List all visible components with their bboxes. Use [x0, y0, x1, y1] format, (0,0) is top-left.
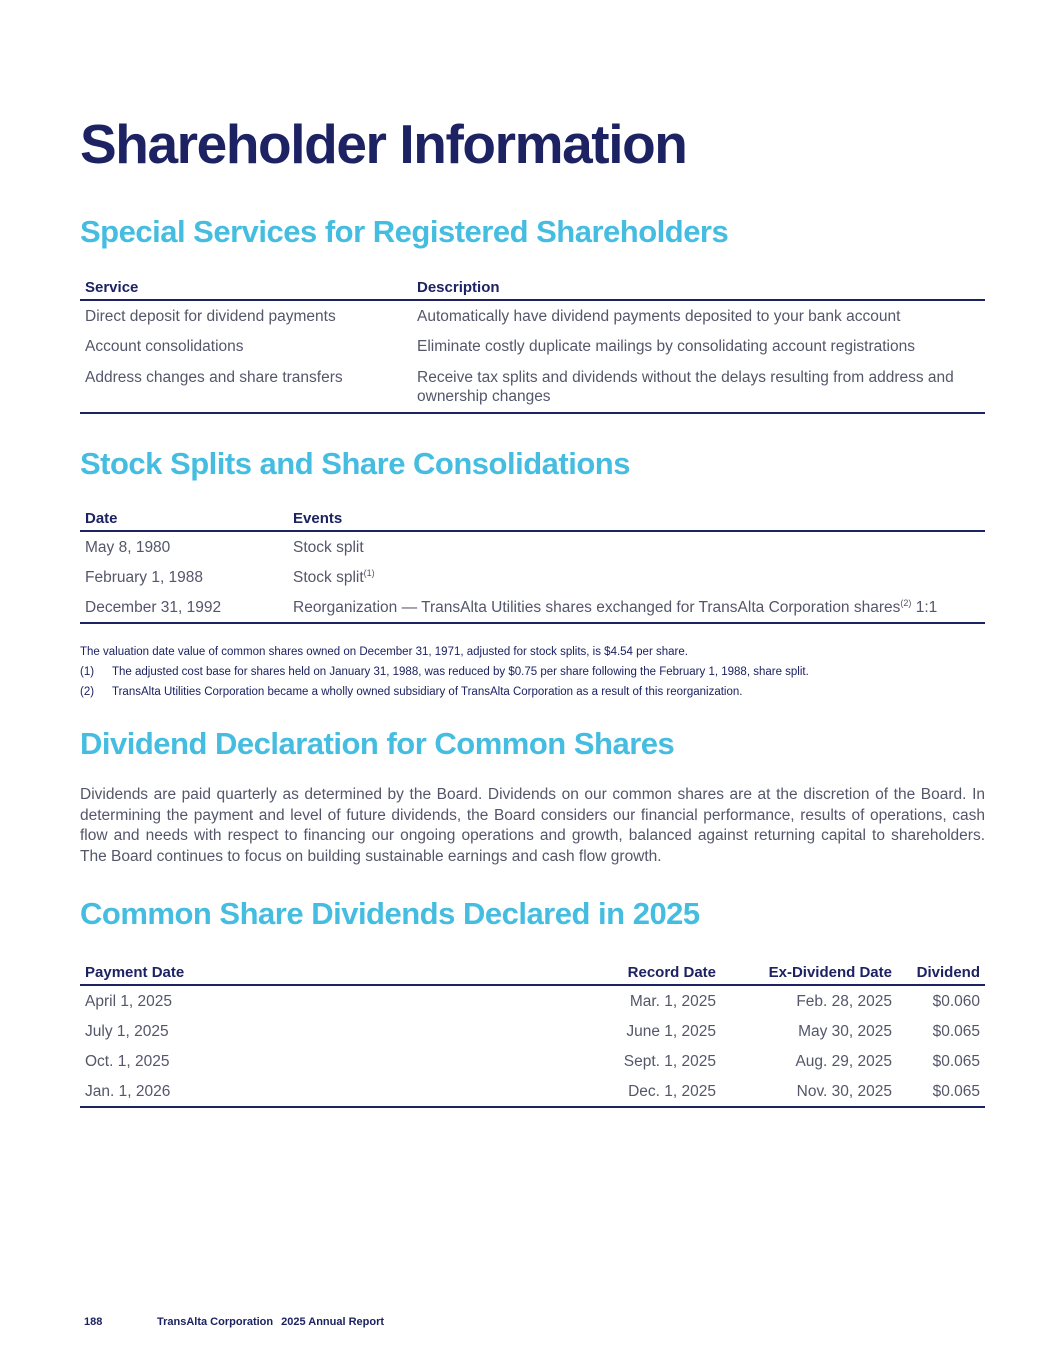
special-services-table [80, 278, 985, 414]
stock-splits-notes [80, 642, 985, 702]
table-header-row [80, 278, 985, 300]
table-row [80, 1016, 985, 1046]
description-cell: Automatically have dividend payments deposited to your bank account [417, 307, 901, 325]
service-cell: Account consolidations [85, 337, 244, 355]
ex-dividend-date-cell: Feb. 28, 2025 [796, 992, 892, 1010]
column-header-record-date: Record Date [604, 963, 721, 985]
table-row [80, 985, 985, 1016]
description-cell: Receive tax splits and dividends without the delays resulting from address and ownership changes [412, 361, 985, 413]
table-row [80, 592, 985, 623]
event-text: Stock split [293, 568, 364, 586]
dividend-declaration-paragraph: Dividends are paid quarterly as determined by the Board. Dividends on our common shares are at the discretion of the Board. In determining the payment and level of future dividends, the Board considers our financial performance, results of operations, cash flow and needs with respect to financing our ongoing operations and growth, balanced against returning capital to shareholders. The Board continues to focus on building sustainable earnings and cash flow growth. [80, 786, 985, 865]
dividend-cell: $0.065 [932, 1052, 980, 1070]
table-header-row [80, 963, 985, 985]
ex-dividend-date-cell: Aug. 29, 2025 [795, 1052, 892, 1070]
record-date-cell: Mar. 1, 2025 [629, 992, 716, 1010]
table-row [80, 531, 985, 562]
date-cell: December 31, 1992 [80, 592, 288, 623]
event-text: Reorganization — TransAlta Utilities shares exchanged for TransAlta Corporation shares [293, 598, 901, 616]
footnote [80, 682, 985, 702]
table-row [80, 1076, 985, 1107]
event-ratio: 1:1 [911, 598, 938, 616]
footnote-number: (1) [80, 666, 95, 678]
description-cell: Eliminate costly duplicate mailings by consolidating account registrations [417, 337, 915, 355]
column-header-service: Service [80, 278, 412, 300]
date-cell: February 1, 1988 [85, 568, 204, 586]
table-row [80, 562, 985, 592]
event-cell [288, 592, 985, 623]
event-cell [288, 531, 985, 562]
footer-company: TransAlta Corporation [157, 1316, 274, 1328]
dividends-2025-title: Common Share Dividends Declared in 2025 [80, 896, 700, 931]
dividend-declaration-title: Dividend Declaration for Common Shares [80, 726, 675, 761]
special-services-title: Special Services for Registered Shareholders [80, 214, 729, 249]
event-text: Stock split [293, 538, 364, 556]
table-row [80, 361, 985, 413]
page-footer [84, 1316, 384, 1328]
page-number: 188 [84, 1316, 103, 1328]
payment-date-cell: Oct. 1, 2025 [85, 1052, 170, 1070]
service-cell: Address changes and share transfers [80, 361, 412, 413]
date-cell: May 8, 1980 [85, 538, 171, 556]
table-row [80, 331, 985, 361]
column-header-ex-dividend-date: Ex-Dividend Date [721, 963, 897, 985]
column-header-dividend: Dividend [897, 963, 985, 985]
table-header-row [80, 509, 985, 531]
event-cell [288, 562, 985, 592]
column-header-description: Description [412, 278, 985, 300]
footnote [80, 662, 985, 682]
column-header-payment-date: Payment Date [80, 963, 604, 985]
record-date-cell: Dec. 1, 2025 [604, 1076, 721, 1107]
footer-report: 2025 Annual Report [281, 1316, 385, 1328]
ex-dividend-date-cell: May 30, 2025 [798, 1022, 892, 1040]
payment-date-cell: July 1, 2025 [85, 1022, 169, 1040]
footnote-ref: (2) [900, 597, 912, 608]
valuation-note: The valuation date value of common shares owned on December 31, 1971, adjusted for stock splits, is $4.54 per share. [80, 646, 688, 658]
footnote-ref: (1) [363, 567, 375, 578]
dividends-2025-table [80, 963, 985, 1108]
stock-splits-title: Stock Splits and Share Consolidations [80, 446, 630, 481]
record-date-cell: Sept. 1, 2025 [623, 1052, 716, 1070]
payment-date-cell: Jan. 1, 2026 [80, 1076, 604, 1107]
dividend-cell: $0.065 [932, 1022, 980, 1040]
record-date-cell: June 1, 2025 [626, 1022, 716, 1040]
table-row [80, 1046, 985, 1076]
table-row [80, 300, 985, 331]
dividend-cell: $0.065 [897, 1076, 985, 1107]
footnote-number: (2) [80, 686, 95, 698]
ex-dividend-date-cell: Nov. 30, 2025 [721, 1076, 897, 1107]
dividend-cell: $0.060 [932, 992, 980, 1010]
footnote-text: The adjusted cost base for shares held on January 31, 1988, was reduced by $0.75 per share following the February 1, 1988, share split. [112, 666, 809, 678]
column-header-events: Events [288, 509, 985, 531]
column-header-date: Date [80, 509, 288, 531]
service-cell: Direct deposit for dividend payments [85, 307, 336, 325]
footnote-text: TransAlta Utilities Corporation became a wholly owned subsidiary of TransAlta Corporation as a result of this reorganization. [112, 686, 743, 698]
payment-date-cell: April 1, 2025 [85, 992, 173, 1010]
page-title: Shareholder Information [80, 113, 687, 175]
stock-splits-table [80, 509, 985, 624]
